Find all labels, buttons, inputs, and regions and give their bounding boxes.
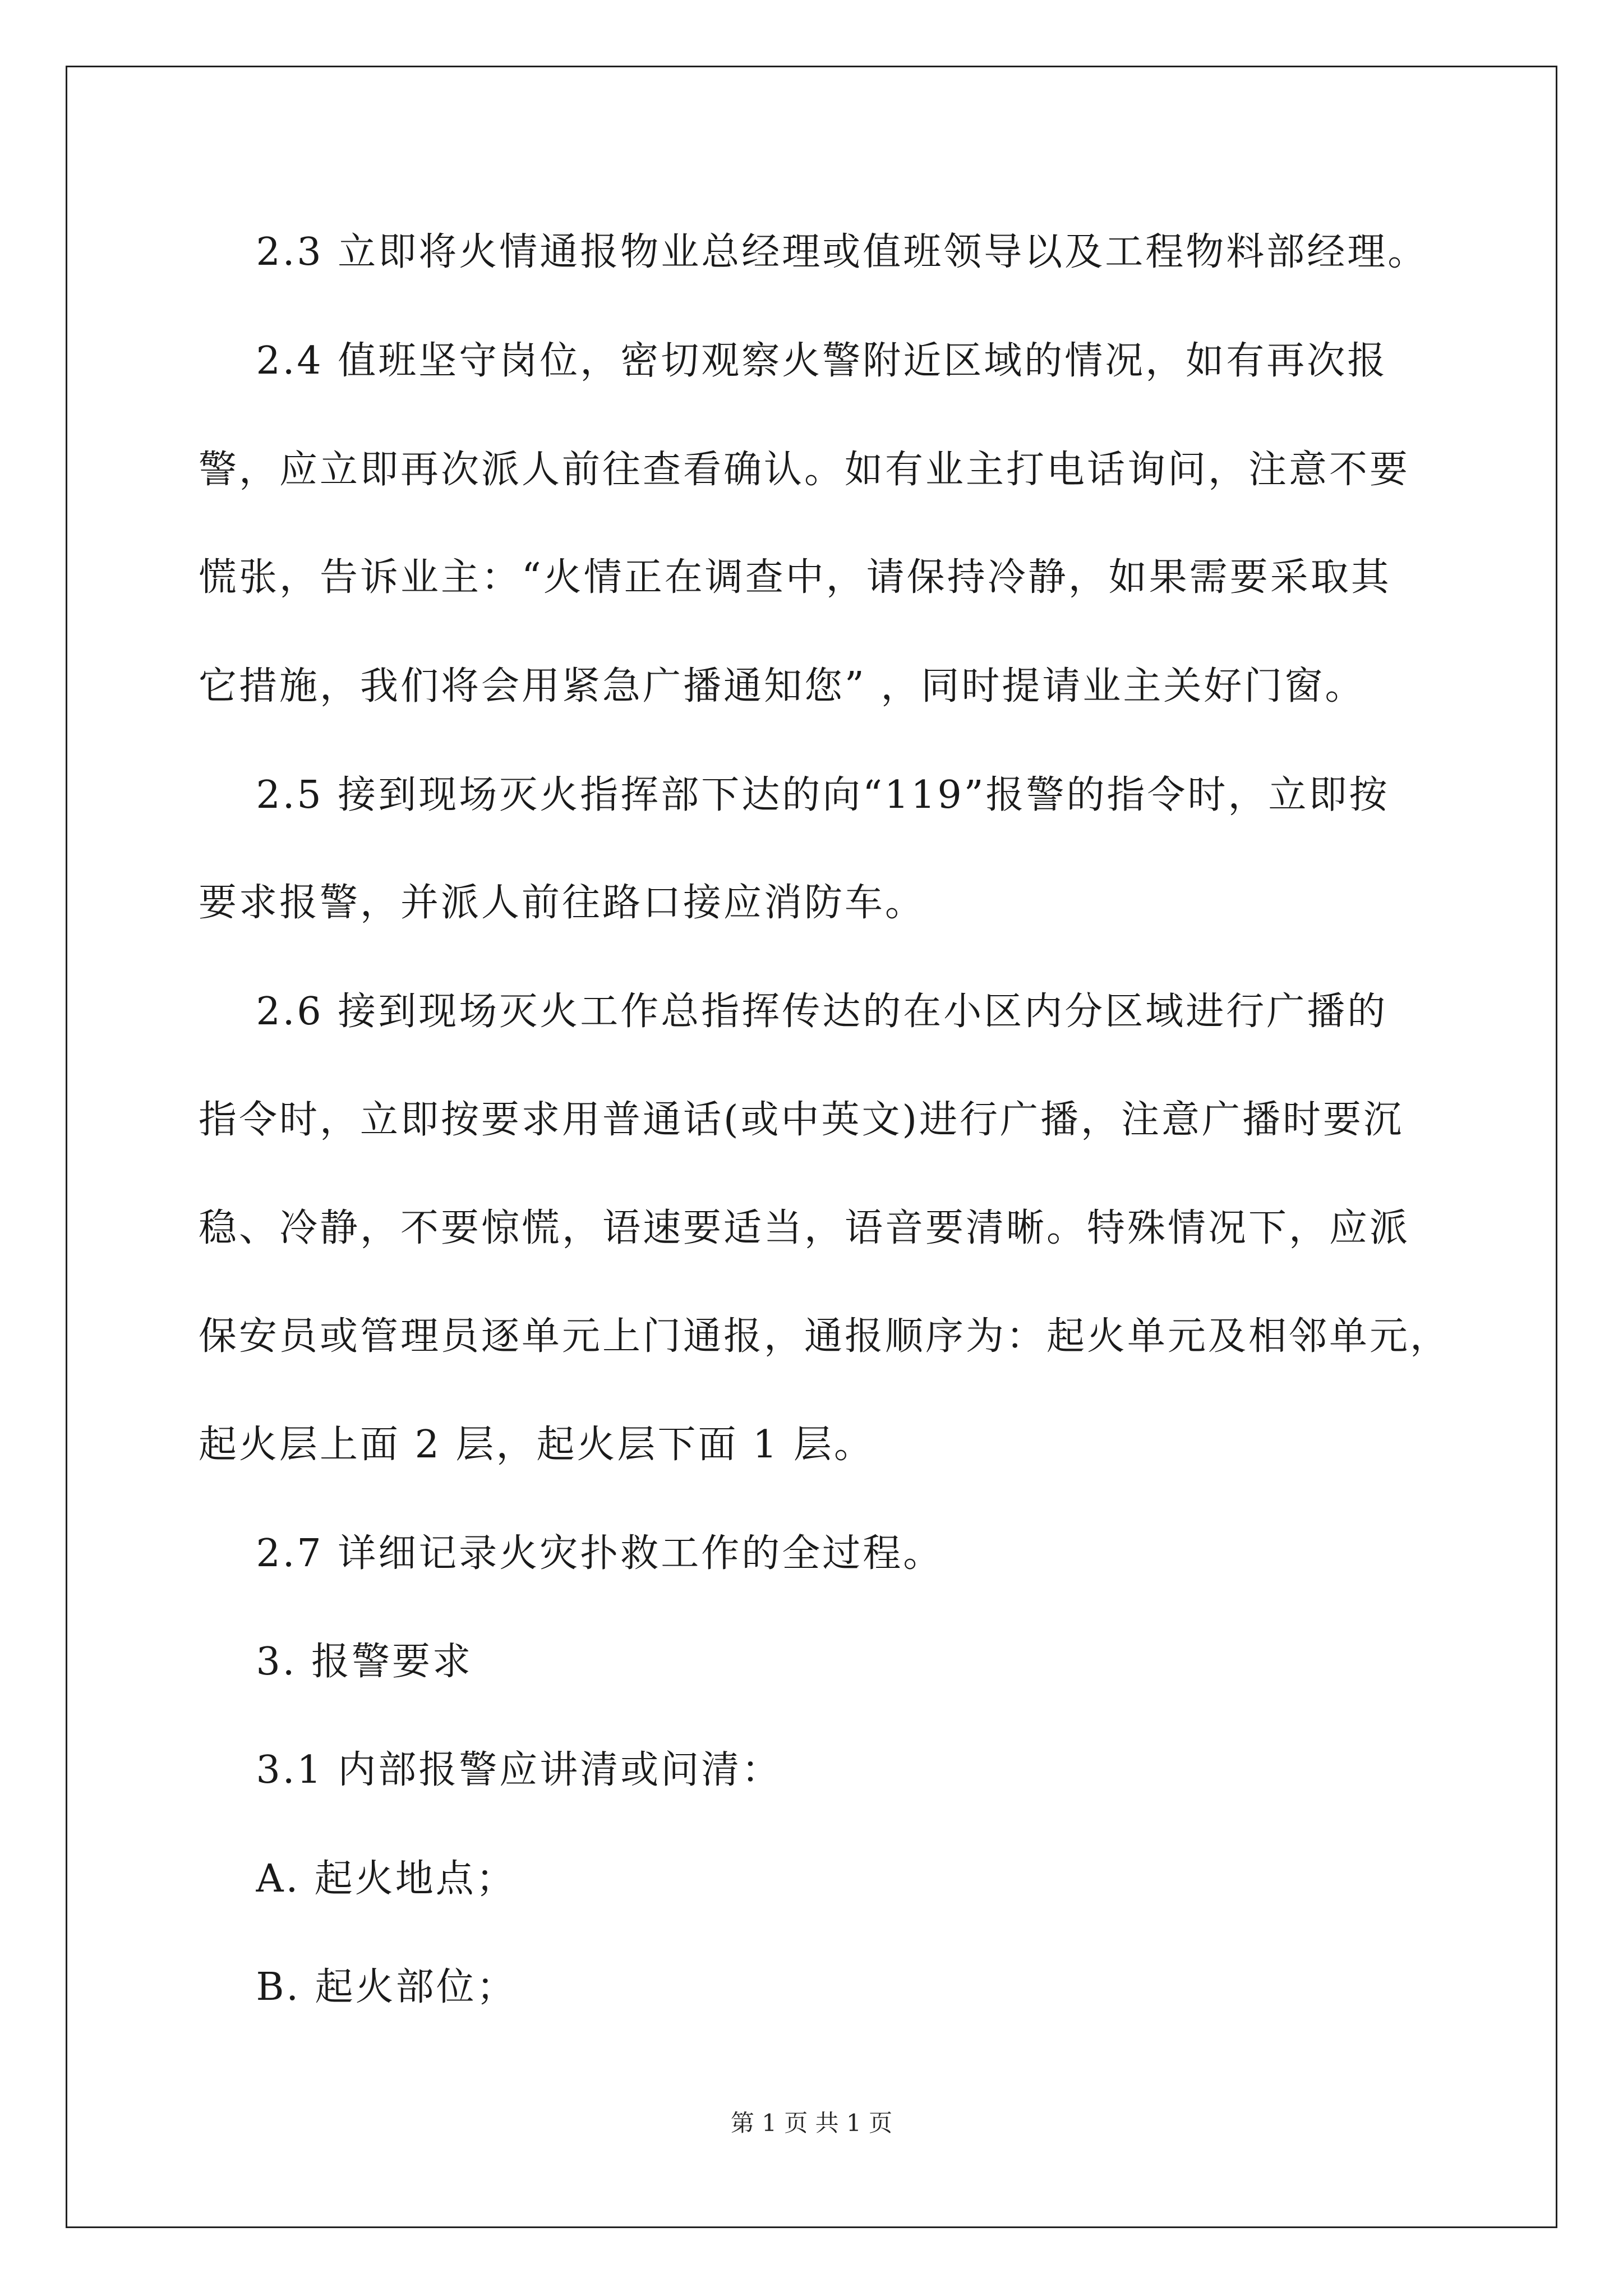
text-line: 2.4 值班坚守岗位，密切观察火警附近区域的情况，如有再次报 <box>199 339 1388 383</box>
text-line: 2.7 详细记录火灾扑救工作的全过程。 <box>199 1531 944 1576</box>
text-line: A. 起火地点； <box>199 1857 517 1901</box>
text-line: 2.6 接到现场灭火工作总指挥传达的在小区内分区域进行广播的 <box>199 990 1388 1034</box>
text-line: 要求报警，并派人前往路口接应消防车。 <box>199 881 926 925</box>
text-line: 起火层上面 2 层，起火层下面 1 层。 <box>199 1423 874 1467</box>
page-footer: 第 1 页 共 1 页 <box>730 2109 893 2137</box>
text-line: 2.5 接到现场灭火指挥部下达的向“119”报警的指令时，立即按 <box>199 773 1390 817</box>
text-line: 3.1 内部报警应讲清或问清： <box>199 1748 782 1792</box>
text-line: 稳、冷静，不要惊慌，语速要适当，语音要清晰。特殊情况下，应派 <box>199 1206 1410 1250</box>
text-line: 2.3 立即将火情通报物业总经理或值班领导以及工程物料部经理。 <box>199 230 1428 274</box>
text-line: 它措施，我们将会用紧急广播通知您” ，同时提请业主关好门窗。 <box>199 664 1366 708</box>
text-line: 警，应立即再次派人前往查看确认。如有业主打电话询问，注意不要 <box>199 448 1410 492</box>
text-line: 3. 报警要求 <box>199 1640 473 1684</box>
text-line: 慌张，告诉业主：“火情正在调查中，请保持冷静，如果需要采取其 <box>199 555 1391 600</box>
text-line: 保安员或管理员逐单元上门通报，通报顺序为：起火单元及相邻单元， <box>199 1314 1451 1359</box>
text-line: 指令时，立即按要求用普通话(或中英文)进行广播，注意广播时要沉 <box>199 1098 1404 1142</box>
text-line: B. 起火部位； <box>199 1965 517 2009</box>
